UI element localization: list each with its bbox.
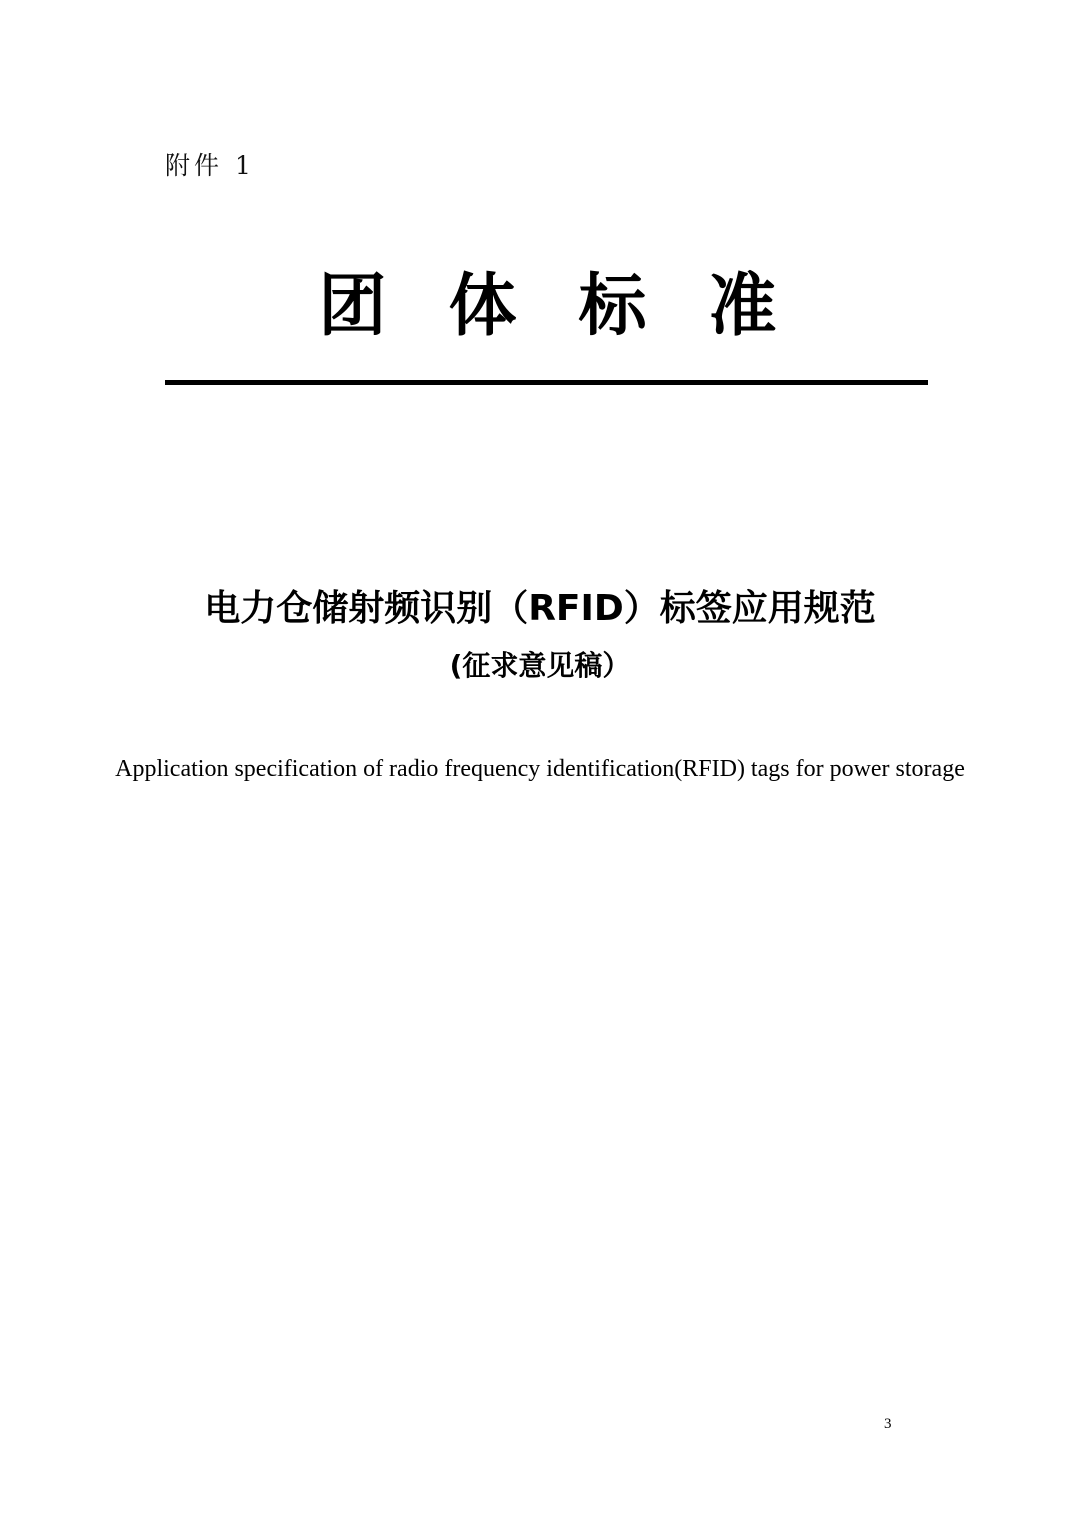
document-type-heading: 团体标准 — [318, 267, 839, 346]
heading-rule — [165, 380, 928, 385]
page-number: 3 — [884, 1416, 892, 1432]
attachment-label: 附件 1 — [165, 151, 255, 180]
document-title-english: Application specification of radio frequency identification(RFID) tags for power storage — [115, 756, 965, 782]
document-title-chinese: 电力仓储射频识别（RFID）标签应用规范 — [204, 588, 876, 629]
draft-status-subtitle: (征求意见稿） — [449, 649, 631, 682]
